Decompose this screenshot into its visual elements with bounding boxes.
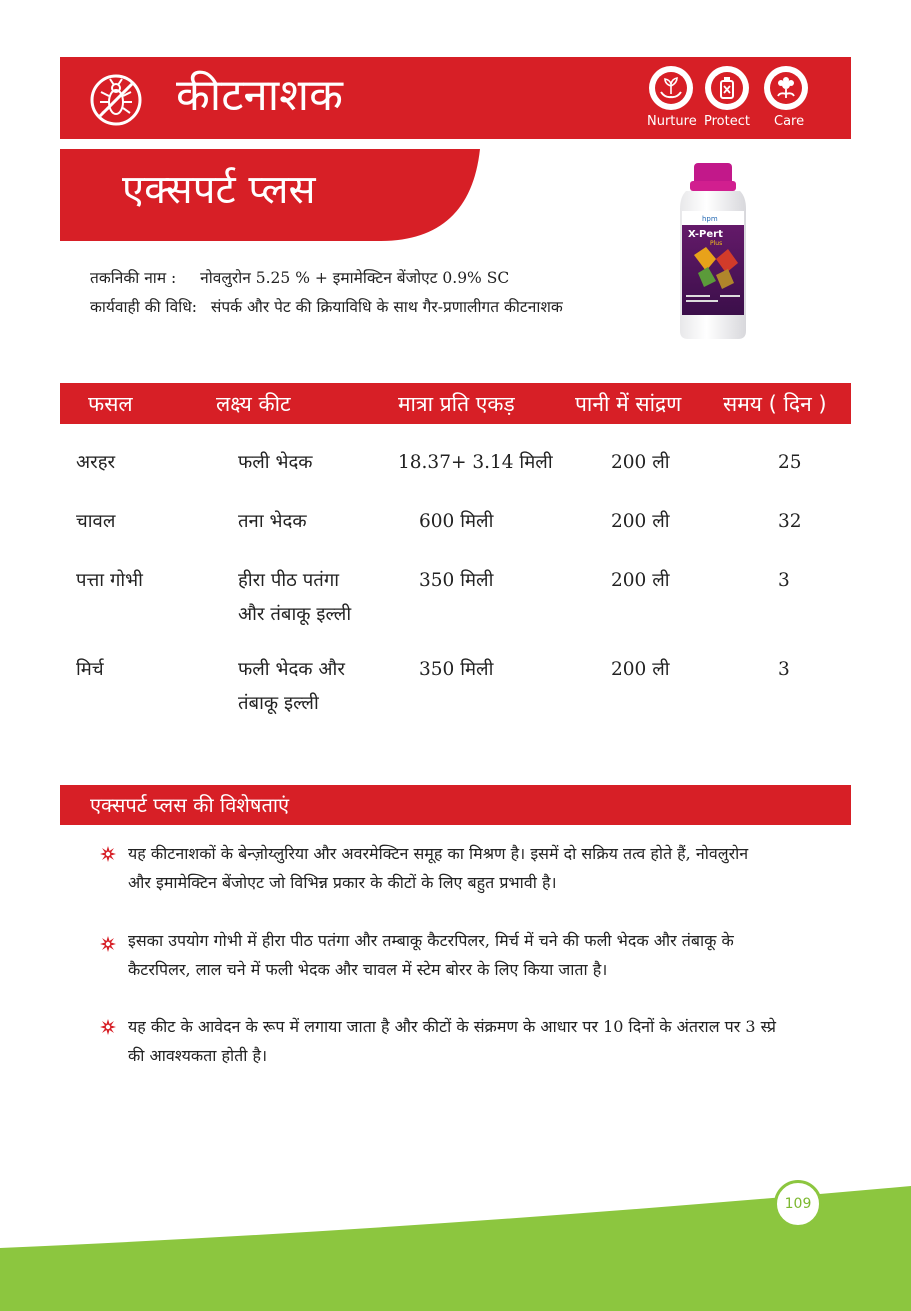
table-cell-pest: फली भेदक और: [238, 659, 345, 680]
no-insect-icon: [88, 72, 144, 128]
features-title: एक्सपर्ट प्लस की विशेषताएं: [90, 793, 290, 817]
mode-of-action-label: कार्यवाही की विधि:: [90, 298, 197, 316]
hands-plant-icon: [649, 66, 693, 110]
column-header-water: पानी में सांद्रण: [575, 392, 682, 416]
table-cell-dose: 350 मिली: [419, 570, 494, 591]
leaf-flower-icon: [764, 66, 808, 110]
column-header-pest: लक्ष्य कीट: [216, 392, 291, 416]
table-cell-water: 200 ली: [611, 659, 670, 680]
starburst-bullet-icon: [99, 1018, 117, 1036]
table-cell-water: 200 ली: [611, 452, 670, 473]
table-cell-dose: 350 मिली: [419, 659, 494, 680]
table-cell-crop: मिर्च: [76, 659, 104, 680]
technical-name-value: नोवलुरोन 5.25 % + इमामेक्टिन बेंजोएट 0.9% SC: [200, 269, 510, 287]
bottle-sublabel: Plus: [710, 240, 723, 247]
badge-label-care: Care: [774, 114, 805, 129]
badge-label-nurture: Nurture: [647, 114, 697, 129]
feature-line: इसका उपयोग गोभी में हीरा पीठ पतंगा और तम्बाकू कैटरपिलर, मिर्च में चने की फली भेदक और तंबाकू के: [128, 931, 734, 950]
table-cell-days: 3: [778, 570, 790, 591]
table-cell-crop: चावल: [76, 511, 116, 532]
category-title: कीटनाशक: [176, 70, 343, 121]
starburst-bullet-icon: [99, 935, 117, 953]
product-bottle-image: [672, 163, 754, 341]
table-cell-pest: तना भेदक: [238, 511, 307, 532]
feature-line: यह कीटनाशकों के बेन्ज़ोय्लुरिया और अवरमेक्टिन समूह का मिश्रण है। इसमें दो सक्रिय तत्व होते हैं, नोवलुरोन: [128, 844, 749, 863]
table-cell-crop: पत्ता गोभी: [76, 570, 143, 591]
technical-name-row: [90, 266, 509, 288]
mode-of-action-row: [90, 295, 563, 317]
table-cell-days: 3: [778, 659, 790, 680]
column-header-dose: मात्रा प्रति एकड़: [398, 392, 515, 416]
feature-line: यह कीट के आवेदन के रूप में लगाया जाता है और कीटों के संक्रमण के आधार पर 10 दिनों के अंतराल पर 3 स्प्रे: [128, 1017, 776, 1036]
badge-label-protect: Protect: [704, 114, 750, 129]
shield-bottle-icon: [705, 66, 749, 110]
starburst-bullet-icon: [99, 845, 117, 863]
table-cell-days: 32: [778, 511, 802, 532]
column-header-days: समय ( दिन ): [723, 392, 827, 416]
table-cell-water: 200 ली: [611, 511, 670, 532]
page-number: 109: [784, 1196, 812, 1212]
table-cell-pest: हीरा पीठ पतंगा: [238, 570, 340, 591]
table-cell-dose: 600 मिली: [419, 511, 494, 532]
table-cell-pest: फली भेदक: [238, 452, 313, 473]
feature-line: और इमामेक्टिन बेंजोएट जो विभिन्न प्रकार के कीटों के लिए बहुत प्रभावी है।: [128, 873, 557, 892]
bottle-brand: hpm: [702, 215, 718, 223]
feature-line: की आवश्यकता होती है।: [128, 1046, 268, 1065]
technical-name-label: तकनिकी नाम :: [90, 269, 177, 287]
table-cell-pest: और तंबाकू इल्ली: [238, 604, 352, 625]
table-cell-days: 25: [778, 452, 802, 473]
column-header-crop: फसल: [88, 392, 133, 416]
product-name: एक्सपर्ट प्लस: [122, 167, 316, 213]
table-cell-water: 200 ली: [611, 570, 670, 591]
table-cell-dose: 18.37+ 3.14 मिली: [398, 452, 553, 473]
feature-line: कैटरपिलर, लाल चने में फली भेदक और चावल में स्टेम बोरर के लिए किया जाता है।: [128, 960, 608, 979]
table-cell-crop: अरहर: [76, 452, 116, 473]
mode-of-action-value: संपर्क और पेट की क्रियाविधि के साथ गैर-प्रणालीगत कीटनाशक: [210, 298, 563, 316]
bottle-label: X-Pert: [688, 229, 723, 240]
table-cell-pest: तंबाकू इल्ली: [238, 693, 319, 714]
